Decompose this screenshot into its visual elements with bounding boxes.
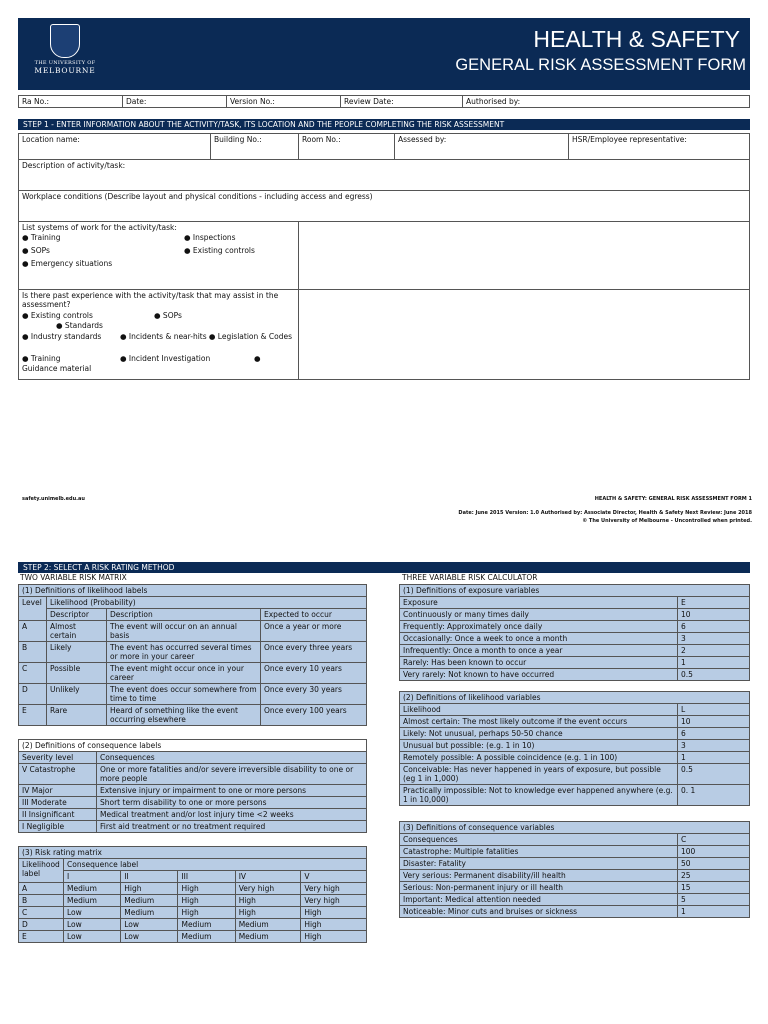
cv-label: Catastrophe: Multiple fatalities — [400, 846, 678, 858]
rm-cell: High — [235, 907, 301, 919]
rm-cell: High — [301, 919, 367, 931]
systems-emergency: ● Emergency situations — [22, 259, 113, 268]
cq-cell: Short term disability to one or more persons — [97, 797, 367, 809]
cq-cell: Extensive injury or impairment to one or more persons — [97, 785, 367, 797]
ex-row — [400, 669, 750, 681]
ex-value: E — [678, 597, 750, 609]
past-incident-investigation: ● Incident Investigation — [120, 354, 211, 363]
rm-cell: High — [301, 931, 367, 943]
lk-cell: The event does occur somewhere from time to time — [107, 684, 261, 705]
ra-no-field[interactable]: Ra No.: — [19, 96, 123, 108]
cq-col-header: Consequences — [97, 752, 367, 764]
ex-row — [400, 609, 750, 621]
rm-cell: Low — [64, 931, 121, 943]
lv-label: Unusual but possible: (e.g. 1 in 10) — [400, 740, 678, 752]
rm-col-header: I — [64, 871, 121, 883]
university-logo — [32, 22, 98, 86]
cv-value: C — [678, 834, 750, 846]
location-field[interactable]: Location name: — [19, 134, 211, 160]
page-subtitle: GENERAL RISK ASSESSMENT FORM — [455, 56, 746, 74]
lk-cell: Almost certain — [47, 621, 107, 642]
rm-cell: High — [178, 907, 235, 919]
rm-cell: E — [19, 931, 64, 943]
cv-row — [400, 906, 750, 918]
assessed-by-field[interactable]: Assessed by: — [395, 134, 569, 160]
rm-row — [19, 895, 367, 907]
ex-value: 10 — [678, 609, 750, 621]
cq-cell: II Insignificant — [19, 809, 97, 821]
systems-existing-controls: ● Existing controls — [184, 246, 255, 255]
rm-row — [19, 907, 367, 919]
lv-title: (2) Definitions of likelihood variables — [400, 692, 750, 704]
lk-cell: A — [19, 621, 47, 642]
date-field[interactable]: Date: — [123, 96, 227, 108]
cq-row — [19, 785, 367, 797]
past-industry-standards: ● Industry standards — [22, 332, 102, 341]
rm-cell: Medium — [235, 919, 301, 931]
cv-row — [400, 858, 750, 870]
lk-level-header: Level — [19, 597, 47, 621]
rm-row — [19, 931, 367, 943]
likelihood-variables — [399, 691, 750, 806]
ex-row — [400, 657, 750, 669]
cq-cell: One or more fatalities and/or severe irreversible disability to one or more people — [97, 764, 367, 785]
cq-cell: First aid treatment or no treatment required — [97, 821, 367, 833]
cq-cell: IV Major — [19, 785, 97, 797]
lk-cell: Unlikely — [47, 684, 107, 705]
three-variable-title: THREE VARIABLE RISK CALCULATOR — [402, 573, 538, 582]
authorised-by-field[interactable]: Authorised by: — [463, 96, 750, 108]
lk-cell: Once a year or more — [261, 621, 367, 642]
review-date-field[interactable]: Review Date: — [341, 96, 463, 108]
rm-cell: Medium — [178, 919, 235, 931]
past-standards: ● Standards — [56, 321, 103, 330]
footer-url[interactable]: safety.unimelb.edu.au — [22, 496, 85, 502]
lv-value: L — [678, 704, 750, 716]
past-existing-controls: ● Existing controls — [22, 311, 93, 320]
rm-row — [19, 919, 367, 931]
cv-row — [400, 846, 750, 858]
past-experience-list — [19, 290, 299, 380]
systems-sops: ● SOPs — [22, 246, 50, 255]
cq-row — [19, 809, 367, 821]
lk-cell: D — [19, 684, 47, 705]
rm-title: (3) Risk rating matrix — [19, 847, 367, 859]
rm-cell: C — [19, 907, 64, 919]
ex-value: 1 — [678, 657, 750, 669]
cv-row — [400, 834, 750, 846]
lk-cell: The event will occur on an annual basis — [107, 621, 261, 642]
risk-rating-matrix — [18, 846, 367, 943]
past-experience-answer[interactable] — [299, 290, 750, 380]
rm-corner: Likelihood label — [19, 859, 64, 883]
ex-title: (1) Definitions of exposure variables — [400, 585, 750, 597]
lv-label: Conceivable: Has never happened in years of exposure, but possible (eg 1 in 1,000) — [400, 764, 678, 785]
exposure-definitions — [399, 584, 750, 681]
lv-label: Remotely possible: A possible coincidence (e.g. 1 in 100) — [400, 752, 678, 764]
lk-cell: C — [19, 663, 47, 684]
ex-value: 6 — [678, 621, 750, 633]
ex-label: Exposure — [400, 597, 678, 609]
lv-label: Likely: Not unusual, perhaps 50-50 chance — [400, 728, 678, 740]
past-experience-label: Is there past experience with the activity/task that may assist in the assessment? — [22, 291, 279, 309]
lv-value: 6 — [678, 728, 750, 740]
rm-cell: Low — [121, 919, 178, 931]
rm-cell: Low — [121, 931, 178, 943]
lv-row — [400, 764, 750, 785]
lk-cell: Heard of something like the event occurring elsewhere — [107, 705, 261, 726]
lv-row — [400, 740, 750, 752]
rm-cell: High — [301, 907, 367, 919]
lk-title: (1) Definitions of likelihood labels — [19, 585, 367, 597]
hsr-field[interactable]: HSR/Employee representative: — [569, 134, 750, 160]
lk-cell: The event has occurred several times or more in your career — [107, 642, 261, 663]
past-guidance: Guidance material — [22, 364, 92, 373]
systems-answer[interactable] — [299, 222, 750, 290]
rm-cell: B — [19, 895, 64, 907]
lk-col-header: Description — [107, 609, 261, 621]
rm-cell: Low — [64, 907, 121, 919]
lv-label: Practically impossible: Not to knowledge ever happened anywhere (e.g. 1 in 10,000) — [400, 785, 678, 806]
cq-col-header: Severity level — [19, 752, 97, 764]
lv-value: 1 — [678, 752, 750, 764]
lk-cell: Rare — [47, 705, 107, 726]
rm-cons-header: Consequence label — [64, 859, 367, 871]
rm-cell: Very high — [301, 895, 367, 907]
lv-row — [400, 785, 750, 806]
crest-icon — [50, 24, 80, 58]
cq-cell: III Moderate — [19, 797, 97, 809]
past-training: ● Training — [22, 354, 61, 363]
cq-cell: I Negligible — [19, 821, 97, 833]
logo-line2: MELBOURNE — [34, 66, 96, 75]
lk-col-header: Expected to occur — [261, 609, 367, 621]
cq-row — [19, 797, 367, 809]
ex-value: 0.5 — [678, 669, 750, 681]
ex-label: Rarely: Has been known to occur — [400, 657, 678, 669]
lk-cell: Once every 10 years — [261, 663, 367, 684]
cv-label: Important: Medical attention needed — [400, 894, 678, 906]
page-title: HEALTH & SAFETY — [533, 26, 740, 52]
cv-value: 1 — [678, 906, 750, 918]
cv-row — [400, 894, 750, 906]
systems-list — [19, 222, 299, 290]
cv-value: 5 — [678, 894, 750, 906]
lv-row — [400, 704, 750, 716]
ex-value: 3 — [678, 633, 750, 645]
rm-cell: Very high — [235, 883, 301, 895]
rm-cell: High — [178, 883, 235, 895]
cq-cell: V Catastrophe — [19, 764, 97, 785]
cv-label: Consequences — [400, 834, 678, 846]
lk-cell: Once every three years — [261, 642, 367, 663]
lk-row — [19, 642, 367, 663]
cv-title: (3) Definitions of consequence variables — [400, 822, 750, 834]
ex-label: Continuously or many times daily — [400, 609, 678, 621]
rm-cell: High — [121, 883, 178, 895]
lv-row — [400, 752, 750, 764]
lk-row — [19, 621, 367, 642]
rm-cell: Low — [64, 919, 121, 931]
lk-prob-header: Likelihood (Probability) — [47, 597, 367, 609]
consequence-definitions — [18, 739, 367, 833]
ex-row — [400, 621, 750, 633]
ex-label: Frequently: Approximately once daily — [400, 621, 678, 633]
rm-cell: A — [19, 883, 64, 895]
cv-label: Disaster: Fatality — [400, 858, 678, 870]
past-legislation: ● Legislation & Codes — [208, 332, 292, 341]
cq-row — [19, 764, 367, 785]
rm-cell: High — [178, 895, 235, 907]
rm-cell: D — [19, 919, 64, 931]
cq-row — [19, 821, 367, 833]
meta-row — [18, 95, 750, 108]
rm-cell: Medium — [64, 895, 121, 907]
systems-inspections: ● Inspections — [184, 233, 236, 242]
ex-label: Very rarely: Not known to have occurred — [400, 669, 678, 681]
cq-cell: Medical treatment and/or lost injury time <2 weeks — [97, 809, 367, 821]
cv-label: Very serious: Permanent disability/ill health — [400, 870, 678, 882]
description-field[interactable]: Description of activity/task: — [19, 160, 750, 191]
past-bullet: ● — [254, 354, 261, 363]
rm-cell: Medium — [178, 931, 235, 943]
logo-line1: THE UNIVERSITY OF — [34, 60, 96, 66]
ex-label: Occasionally: Once a week to once a month — [400, 633, 678, 645]
lv-label: Likelihood — [400, 704, 678, 716]
room-field[interactable]: Room No.: — [299, 134, 395, 160]
rm-cell: Medium — [64, 883, 121, 895]
two-variable-title: TWO VARIABLE RISK MATRIX — [20, 573, 127, 582]
cq-title: (2) Definitions of consequence labels — [19, 740, 367, 752]
rm-cell: Medium — [121, 907, 178, 919]
lv-value: 0.5 — [678, 764, 750, 785]
consequence-variables — [399, 821, 750, 918]
workplace-field[interactable]: Workplace conditions (Describe layout and physical conditions - including access and egress) — [19, 191, 750, 222]
ex-value: 2 — [678, 645, 750, 657]
cv-value: 25 — [678, 870, 750, 882]
lv-row — [400, 716, 750, 728]
lk-cell: Likely — [47, 642, 107, 663]
lk-row — [19, 705, 367, 726]
lk-cell: Possible — [47, 663, 107, 684]
step1-heading: STEP 1 - ENTER INFORMATION ABOUT THE ACTIVITY/TASK, ITS LOCATION AND THE PEOPLE COMPLETING THE RISK ASSESSMENT — [18, 119, 750, 130]
rm-col-header: II — [121, 871, 178, 883]
rm-row — [19, 883, 367, 895]
footer-copyright: © The University of Melbourne - Uncontrolled when printed. — [582, 518, 752, 524]
cv-value: 50 — [678, 858, 750, 870]
lk-cell: The event might occur once in your career — [107, 663, 261, 684]
rm-col-header: V — [301, 871, 367, 883]
systems-training: ● Training — [22, 233, 61, 242]
cv-row — [400, 882, 750, 894]
likelihood-definitions — [18, 584, 367, 726]
past-incidents: ● Incidents & near-hits — [120, 332, 207, 341]
lk-cell: Once every 30 years — [261, 684, 367, 705]
step2-heading: STEP 2: SELECT A RISK RATING METHOD — [18, 562, 750, 573]
cv-row — [400, 870, 750, 882]
ex-label: Infrequently: Once a month to once a year — [400, 645, 678, 657]
footer-title: HEALTH & SAFETY: GENERAL RISK ASSESSMENT FORM 1 — [594, 496, 752, 502]
ex-row — [400, 597, 750, 609]
rm-cell: Medium — [121, 895, 178, 907]
systems-label: List systems of work for the activity/task: — [22, 223, 177, 232]
footer-version: Date: June 2015 Version: 1.0 Authorised by: Associate Director, Health & Safety Next Review: June 2018 — [458, 510, 752, 516]
ex-row — [400, 633, 750, 645]
rm-col-header: III — [178, 871, 235, 883]
lv-value: 0. 1 — [678, 785, 750, 806]
lv-row — [400, 728, 750, 740]
lv-label: Almost certain: The most likely outcome if the event occurs — [400, 716, 678, 728]
lk-cell: E — [19, 705, 47, 726]
lv-value: 3 — [678, 740, 750, 752]
cv-value: 15 — [678, 882, 750, 894]
rm-cell: Very high — [301, 883, 367, 895]
step1-table — [18, 133, 750, 222]
lk-cell: Once every 100 years — [261, 705, 367, 726]
version-field[interactable]: Version No.: — [227, 96, 341, 108]
rm-col-header: IV — [235, 871, 301, 883]
lk-cell: B — [19, 642, 47, 663]
rm-cell: High — [235, 895, 301, 907]
ex-row — [400, 645, 750, 657]
lk-row — [19, 663, 367, 684]
rm-cell: Medium — [235, 931, 301, 943]
lk-row — [19, 684, 367, 705]
cv-label: Serious: Non-permanent injury or ill health — [400, 882, 678, 894]
cv-label: Noticeable: Minor cuts and bruises or sickness — [400, 906, 678, 918]
lk-col-header: Descriptor — [47, 609, 107, 621]
lv-value: 10 — [678, 716, 750, 728]
cv-value: 100 — [678, 846, 750, 858]
building-field[interactable]: Building No.: — [211, 134, 299, 160]
systems-section — [18, 221, 750, 380]
past-sops: ● SOPs — [154, 311, 182, 320]
